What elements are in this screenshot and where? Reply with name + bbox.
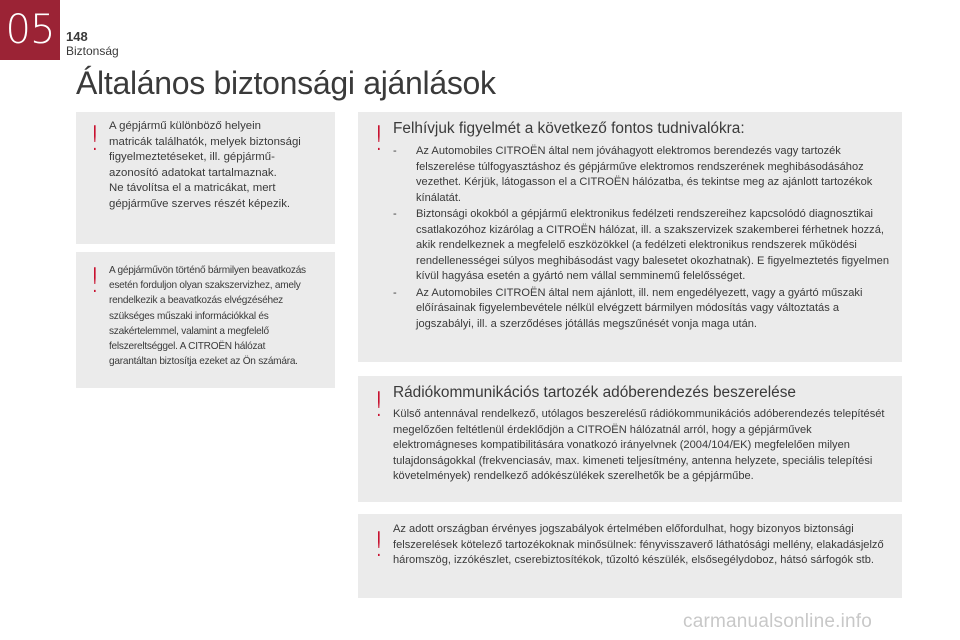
warning-text: Az adott országban érvényes jogszabályok értelmében előfordulhat, hogy bizonyos biztonsági felszerelések kötelező tartozékoknak minősülnek: fényvisszaverő láthatósági mellény, elakadásjelző háromszög, izzókészlet, cserebiztosítékok, tűzoltó készülék, elsősegélydoboz, hátsó sárfogók stb. <box>393 523 884 566</box>
text-line: Ne távolítsa el a matricákat, mert <box>109 182 276 195</box>
text-line: szakértelemmel, valamint a megfelelő <box>109 325 269 337</box>
text-line: garantáltan biztosítja ezeket az Ön számára. <box>109 356 298 368</box>
warning-exclamation-icon: ! <box>88 261 102 301</box>
text-line: azonosító adatokat tartalmaznak. <box>109 166 277 179</box>
notes-list <box>393 144 893 333</box>
warning-box-radio-transmitter <box>358 376 902 502</box>
text-line: szükséges műszaki információkkal és <box>109 310 269 322</box>
warning-exclamation-icon: ! <box>372 525 386 565</box>
warning-box-service <box>76 252 335 388</box>
text-line: gépjárműve szerves részét képezik. <box>109 197 291 210</box>
text-line: matricák találhatók, melyek biztonsági <box>109 135 301 148</box>
text-line: A gépjármű különböző helyein <box>109 120 261 132</box>
box-heading: Rádiókommunikációs tartozék adóberendezés beszerelése <box>393 384 796 401</box>
list-item: - Az Automobiles CITROËN által nem ajánlott, ill. nem engedélyezett, vagy a gyártó műszaki előírásainak figyelembevétele nélkül elvégzett bármilyen módosítás vagy változtatás a jogszabályi, ill. a szerződéses jótállás megszűnését vonja maga után. <box>393 286 893 333</box>
section-name: Biztonság <box>66 44 119 58</box>
warning-exclamation-icon: ! <box>88 119 102 159</box>
warning-box-labels <box>76 112 335 244</box>
list-item: - Az Automobiles CITROËN által nem jóváhagyott elektromos berendezés vagy tartozék felszerelése túlfogyasztáshoz és gépjárműve elektromos rendszerének meghibásodásához vezethet. Kérjük, látogasson el a CITROËN hálózatba, és tekintse meg az ajánlott tartozékok kínálatát. <box>393 144 893 206</box>
box-heading: Felhívjuk figyelmét a következő fontos tudnivalókra: <box>393 120 745 137</box>
warning-text: Külső antennával rendelkező, utólagos beszerelésű rádiókommunikációs adóberendezés telepítését megelőzően feltétlenül érdeklődjön a CITROËN hálózatnál arról, hogy a gépjárművek elektromágneses kompatibilitására vonatkozó irányelvnek (2004/104/EK) megfelelően milyen tulajdonságokkal (frekvenciasáv, max. kimeneti teljesítmény, antenna helyzete, speciális telepítési követelmények) rendelkező adókészülékek szerelhetők be a gépjárműbe. <box>393 408 885 482</box>
warning-box-country-equipment <box>358 514 902 598</box>
warning-exclamation-icon: ! <box>372 119 386 159</box>
text-line: esetén forduljon olyan szakszervizhez, amely <box>109 280 301 292</box>
text-line: felszereltséggel. A CITROËN hálózat <box>109 341 266 353</box>
text-line: figyelmeztetéseket, ill. gépjármű- <box>109 151 275 164</box>
chapter-number-tab: 05 <box>0 0 60 60</box>
page-number: 148 <box>66 29 88 44</box>
text-line: A gépjárművön történő bármilyen beavatkozás <box>109 265 306 276</box>
warning-box-important-notes <box>358 112 902 362</box>
watermark: carmanualsonline.info <box>683 611 873 632</box>
text-line: rendelkezik a beavatkozás elvégzéséhez <box>109 295 283 307</box>
warning-exclamation-icon: ! <box>372 385 386 425</box>
warning-text <box>109 119 331 213</box>
warning-text <box>109 263 333 369</box>
list-item: - Biztonsági okokból a gépjármű elektronikus fedélzeti rendszereihez kapcsolódó diagnosztikai csatlakozóhoz kizárólag a CITROËN hálózat, ill. a szakszervizek szakemberei férhetnek hozzá, akik rendelkeznek a megfelelő eszközökkel (a fedélzeti elektronikus rendszerek működési rendellenességei súlyos meghibásodást vagy balesetet okozhatnak). E figyelmeztetés figyelmen kívül hagyása esetén a gyártó nem vállal semminemű felelősséget. <box>393 207 893 285</box>
page-title: Általános biztonsági ajánlások <box>76 65 496 101</box>
